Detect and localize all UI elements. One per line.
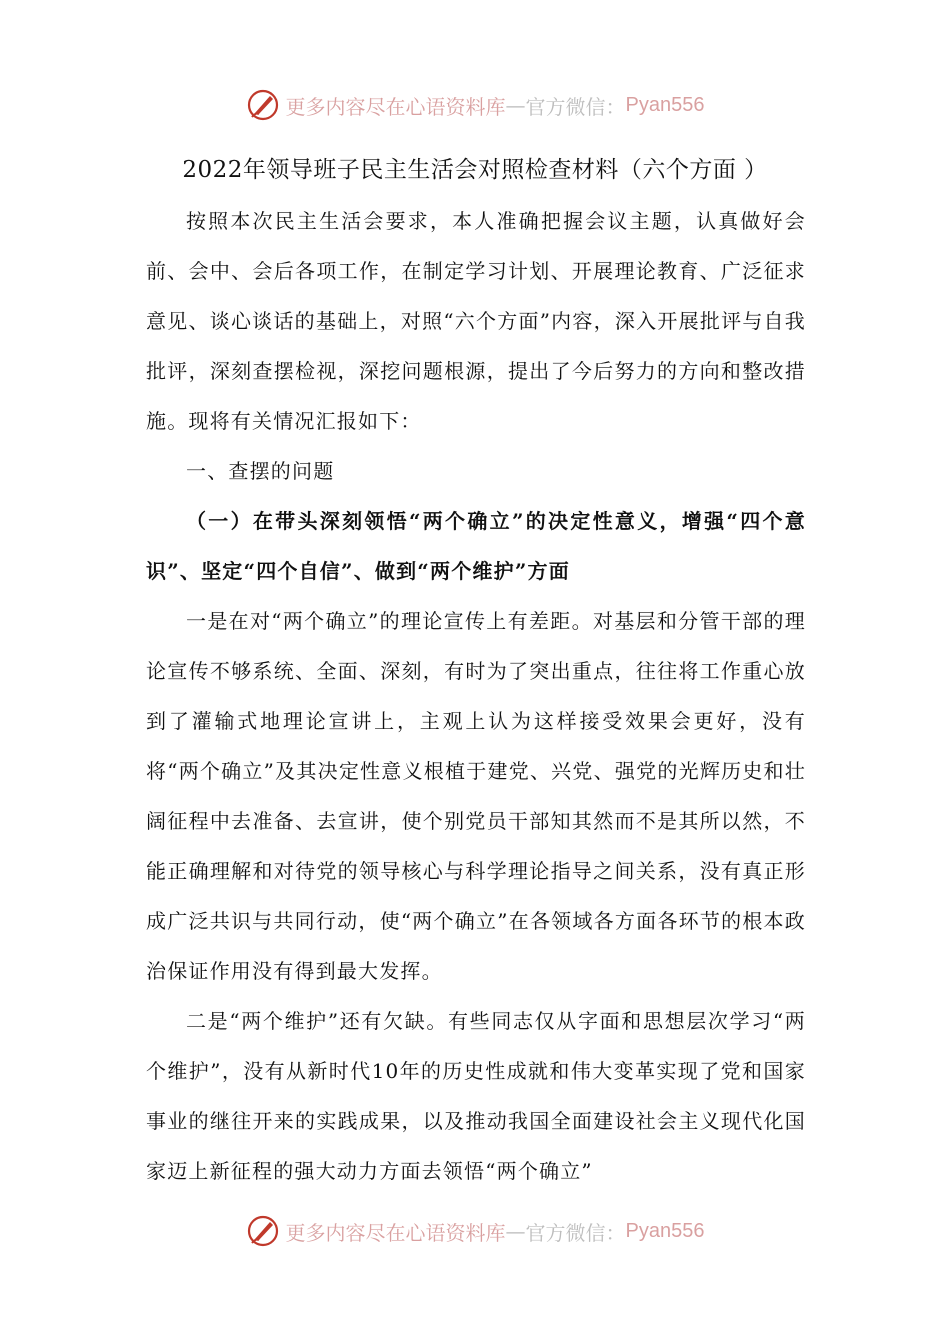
watermark-separator: —: [505, 93, 526, 117]
watermark-separator: —: [505, 1219, 526, 1243]
body-paragraph: 二是“两个维护”还有欠缺。有些同志仅从字面和思想层次学习“两个维护”，没有从新时代10年的历史性成就和伟大变革实现了党和国家事业的继往开来的实践成果，以及推动我国全面建设社会主义现代化国家迈上新征程的强大动力方面去领悟“两个确立”: [146, 1009, 806, 1183]
intro-paragraph: 按照本次民主生活会要求，本人准确把握会议主题，认真做好会前、会中、会后各项工作，在制定学习计划、开展理论教育、广泛征求意见、谈心谈话的基础上，对照“六个方面”内容，深入开展批评与自我批评，深刻查摆检视，深挖问题根源，提出了今后努力的方向和整改措施。现将有关情况汇报如下：: [146, 209, 806, 433]
body-paragraph: 一是在对“两个确立”的理论宣传上有差距。对基层和分管干部的理论宣传不够系统、全面、深刻，有时为了突出重点，往往将工作重心放到了灌输式地理论宣讲上，主观上认为这样接受效果会更好，没有将“两个确立”及其决定性意义根植于建党、兴党、强党的光辉历史和壮阔征程中去准备、去宣讲，使个别党员干部知其然而不是其所以然，不能正确理解和对待党的领导核心与科学理论指导之间关系，没有真正形成广泛共识与共同行动，使“两个确立”在各领域各方面各环节的根本政治保证作用没有得到最大发挥。: [146, 609, 806, 983]
subsection-heading: （一）在带头深刻领悟“两个确立”的决定性意义，增强“四个意识”、坚定“四个自信”、做到“两个维护”方面: [146, 509, 806, 583]
watermark-brand: 更多内容尽在心语资料库: [285, 1220, 506, 1245]
watermark-wechat-id: Pyan556: [625, 1219, 705, 1242]
watermark-wechat-label: 官方微信：: [525, 1220, 626, 1245]
section-heading: 一、查摆的问题: [186, 459, 335, 483]
quill-logo-icon: [246, 1214, 280, 1248]
watermark-wechat-id: Pyan556: [625, 93, 705, 116]
watermark-brand: 更多内容尽在心语资料库: [285, 94, 506, 119]
document-body: [146, 196, 806, 1196]
watermark-banner-bottom: [0, 1206, 950, 1256]
quill-logo-icon: [246, 88, 280, 122]
document-title: 2022年领导班子民主生活会对照检查材料（六个方面 ）: [182, 157, 768, 183]
watermark-banner-top: [0, 80, 950, 130]
watermark-wechat-label: 官方微信：: [525, 94, 626, 119]
